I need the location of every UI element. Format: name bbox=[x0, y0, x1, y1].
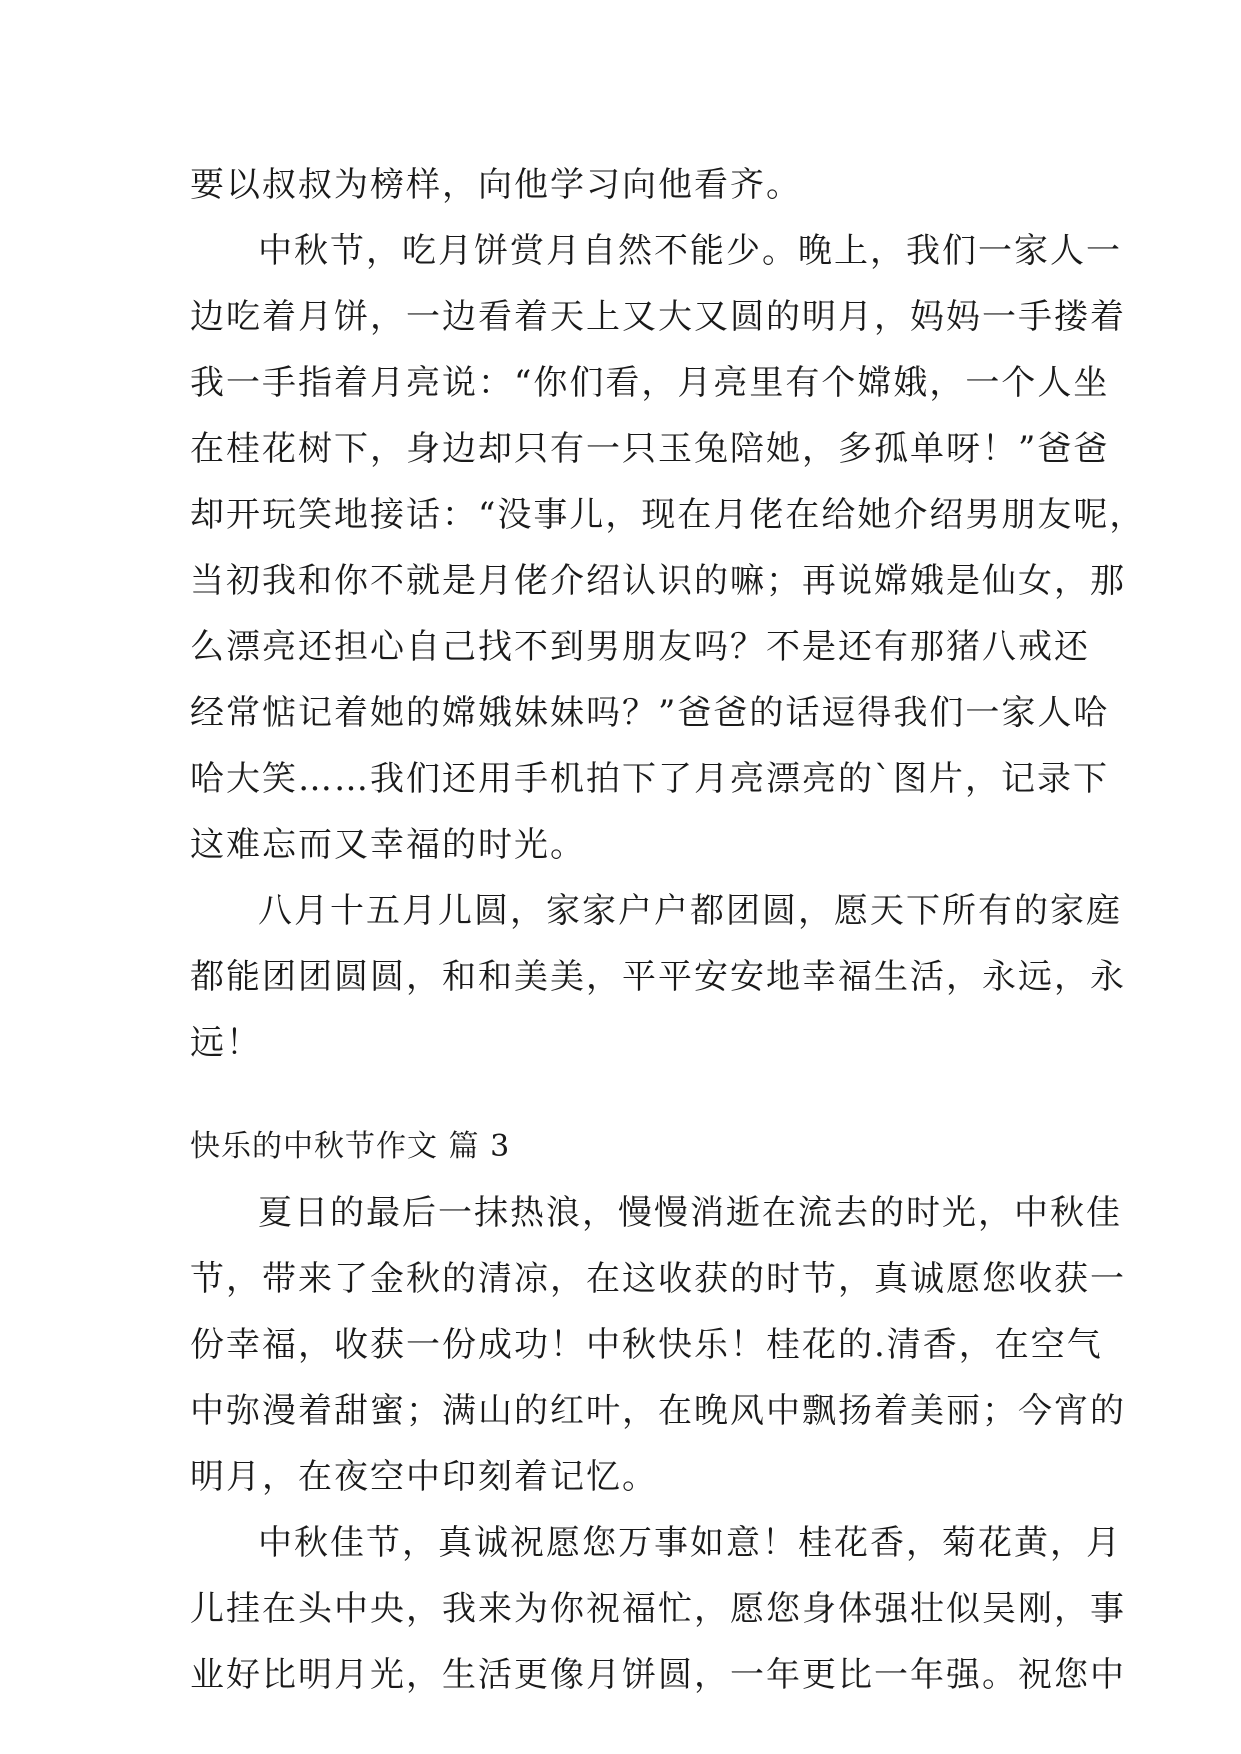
text-line: 都能团团圆圆，和和美美，平平安安地幸福生活，永远，永 bbox=[190, 957, 1126, 997]
text-line: 中秋佳节，真诚祝愿您万事如意！桂花香，菊花黄，月 bbox=[258, 1523, 1122, 1563]
text-line: 儿挂在头中央，我来为你祝福忙，愿您身体强壮似吴刚，事 bbox=[190, 1589, 1126, 1629]
text-line: 在桂花树下，身边却只有一只玉兔陪她，多孤单呀！”爸爸 bbox=[190, 429, 1110, 469]
text-line: 八月十五月儿圆，家家户户都团圆，愿天下所有的家庭 bbox=[258, 891, 1122, 931]
text-line: 中弥漫着甜蜜；满山的红叶，在晚风中飘扬着美丽；今宵的 bbox=[190, 1391, 1126, 1431]
text-line: 要以叔叔为榜样，向他学习向他看齐。 bbox=[190, 165, 802, 205]
text-line: 经常惦记着她的嫦娥妹妹吗？”爸爸的话逗得我们一家人哈 bbox=[190, 693, 1110, 733]
text-line: 这难忘而又幸福的时光。 bbox=[190, 825, 586, 865]
text-line: 明月，在夜空中印刻着记忆。 bbox=[190, 1457, 658, 1497]
text-line: 么漂亮还担心自己找不到男朋友吗？不是还有那猪八戒还 bbox=[190, 627, 1090, 667]
text-line: 我一手指着月亮说：“你们看，月亮里有个嫦娥，一个人坐 bbox=[190, 363, 1110, 403]
text-line: 业好比明月光，生活更像月饼圆，一年更比一年强。祝您中 bbox=[190, 1655, 1126, 1695]
text-line: 节，带来了金秋的清凉，在这收获的时节，真诚愿您收获一 bbox=[190, 1259, 1126, 1299]
text-line: 份幸福，收获一份成功！中秋快乐！桂花的.清香，在空气 bbox=[190, 1325, 1103, 1365]
section-heading: 快乐的中秋节作文 篇 3 bbox=[190, 1129, 511, 1164]
text-line: 夏日的最后一抹热浪，慢慢消逝在流去的时光，中秋佳 bbox=[258, 1193, 1122, 1233]
text-line: 当初我和你不就是月佬介绍认识的嘛；再说嫦娥是仙女，那 bbox=[190, 561, 1126, 601]
text-line: 远！ bbox=[190, 1023, 262, 1063]
text-line: 却开玩笑地接话：“没事儿，现在月佬在给她介绍男朋友呢， bbox=[190, 495, 1146, 535]
text-line: 中秋节，吃月饼赏月自然不能少。晚上，我们一家人一 bbox=[258, 231, 1122, 271]
text-line: 边吃着月饼，一边看着天上又大又圆的明月，妈妈一手搂着 bbox=[190, 297, 1126, 337]
text-line: 哈大笑……我们还用手机拍下了月亮漂亮的`图片，记录下 bbox=[190, 759, 1109, 799]
